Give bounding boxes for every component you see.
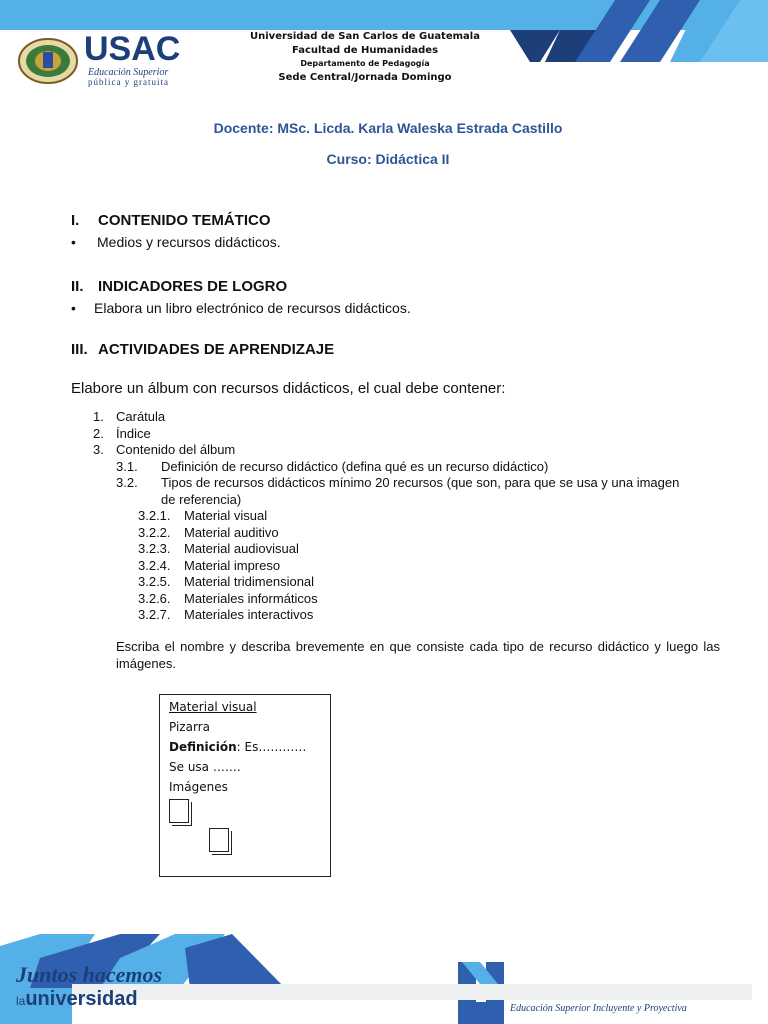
university-name: Universidad de San Carlos de Guatemala xyxy=(250,31,480,42)
logo-slogan-line1: Educación Superior xyxy=(88,67,169,78)
logo-text: USAC xyxy=(84,30,181,68)
intro-sentence: Elabore un álbum con recursos didácticos, el cual debe contener: xyxy=(71,380,506,397)
example-images-label: Imágenes xyxy=(169,780,228,794)
section-heading-2 xyxy=(71,278,287,295)
list-text: Materiales informáticos xyxy=(184,590,318,606)
example-heading: Material visual xyxy=(169,700,257,714)
logo-slogan-line2: pública y gratuita xyxy=(88,77,169,87)
section-number: III. xyxy=(71,341,88,358)
bullet-icon: • xyxy=(71,300,76,316)
institution-block xyxy=(220,30,510,86)
list-number: 3. xyxy=(93,442,104,457)
instruction-paragraph: Escriba el nombre y describa brevemente en que consiste cada tipo de recurso didáctico y luego las imágenes. xyxy=(116,639,720,671)
footer-brand-universidad xyxy=(16,988,138,1011)
bullet-text: Medios y recursos didácticos. xyxy=(97,234,281,250)
list-text: Índice xyxy=(116,425,151,441)
numbered-list xyxy=(0,409,768,629)
list-text: Tipos de recursos didácticos mínimo 20 recursos (que son, para que se usa y una imagen xyxy=(161,475,680,490)
list-text: Material visual xyxy=(184,508,268,523)
list-text: Material audiovisual xyxy=(184,541,299,556)
list-text: Carátula xyxy=(116,409,166,424)
section-title: INDICADORES DE LOGRO xyxy=(98,278,288,295)
footer-brand-juntos: Juntos hacemos xyxy=(16,962,163,987)
list-number: 3.2.1. xyxy=(138,508,171,523)
image-placeholder-icon xyxy=(169,799,189,823)
example-box xyxy=(159,694,331,877)
docente-line: Docente: MSc. Licda. Karla Waleska Estrada Castillo xyxy=(213,120,563,136)
section-bullet-item xyxy=(71,300,411,316)
bullet-icon: • xyxy=(71,234,76,250)
list-number: 3.1. xyxy=(116,458,138,474)
university-seal-icon xyxy=(18,38,78,84)
list-text: Contenido del álbum xyxy=(116,442,236,457)
list-number: 3.2.2. xyxy=(138,524,171,540)
footer-strip xyxy=(72,984,752,1000)
section-number: II. xyxy=(71,278,84,295)
example-use: Se usa ……. xyxy=(169,760,241,774)
example-name: Pizarra xyxy=(169,720,210,734)
footer-brand-word: universidad xyxy=(25,988,138,1010)
section-title: CONTENIDO TEMÁTICO xyxy=(98,212,271,229)
footer-slogan: Educación Superior Incluyente y Proyectiva xyxy=(510,1003,687,1014)
section-heading-1 xyxy=(71,212,271,229)
list-text: de referencia) xyxy=(161,491,242,507)
list-number: 3.2.4. xyxy=(138,557,171,573)
curso-line: Curso: Didáctica II xyxy=(326,151,450,167)
footer-brand-la: la xyxy=(16,994,26,1008)
department-name: Departamento de Pedagogía xyxy=(300,59,430,68)
section-number: I. xyxy=(71,212,80,229)
list-number: 2. xyxy=(93,425,104,441)
list-text: Definición de recurso didáctico (defina qué es un recurso didáctico) xyxy=(161,458,549,474)
section-heading-3 xyxy=(71,341,334,358)
list-text: Material impreso xyxy=(184,557,281,573)
faculty-name: Facultad de Humanidades xyxy=(291,45,439,56)
definition-value: : Es………… xyxy=(236,740,307,754)
list-number: 3.2.7. xyxy=(138,607,171,622)
list-number: 1. xyxy=(93,409,104,424)
image-placeholder-icon xyxy=(209,828,229,852)
list-text: Materiales interactivos xyxy=(184,607,314,622)
list-number: 3.2.5. xyxy=(138,574,171,589)
section-bullet-item xyxy=(71,234,281,250)
definition-label: Definición xyxy=(169,740,237,754)
list-number: 3.2.3. xyxy=(138,541,171,556)
list-number: 3.2. xyxy=(116,475,138,490)
bullet-text: Elabora un libro electrónico de recursos didácticos. xyxy=(94,300,411,316)
list-text: Material auditivo xyxy=(184,524,279,540)
campus-name: Sede Central/Jornada Domingo xyxy=(278,72,452,83)
list-text: Material tridimensional xyxy=(184,574,315,589)
section-title: ACTIVIDADES DE APRENDIZAJE xyxy=(98,341,335,358)
list-number: 3.2.6. xyxy=(138,590,171,606)
example-definition xyxy=(169,740,306,754)
